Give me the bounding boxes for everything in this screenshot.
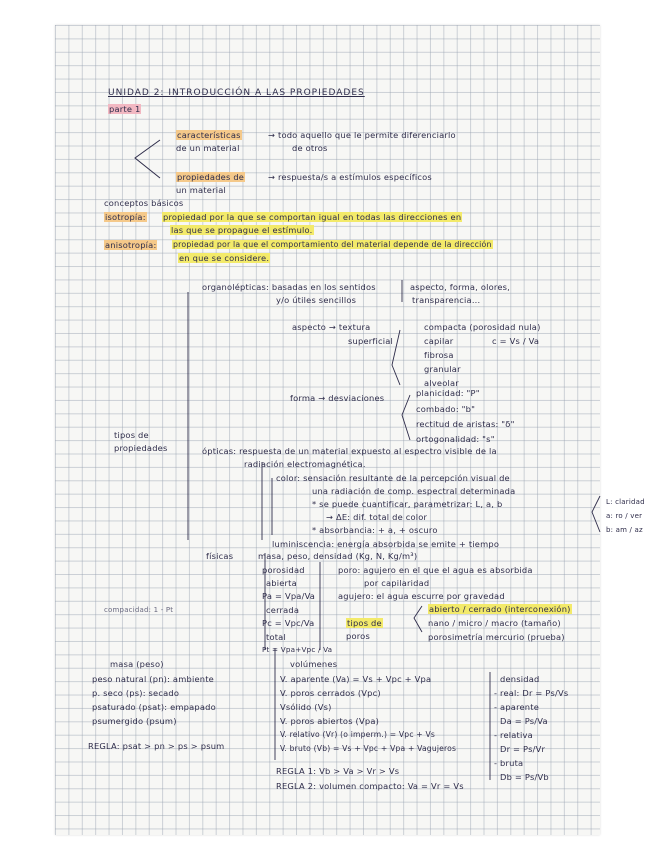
propiedades-term: propiedades de	[177, 172, 245, 182]
volumen-item: V. relativo (Vr) (o imperm.) = Vpc + Vs	[280, 730, 436, 739]
densidad-item: - bruta	[494, 758, 524, 768]
isotropia-definition-cont: las que se propague el estímulo.	[171, 225, 313, 235]
caracteristicas-definition-cont: de otros	[292, 143, 328, 153]
color-cuantificar: * se puede cuantificar, parametrizar: L, a, b	[312, 499, 503, 509]
organolepticas: organolépticas: basadas en los sentidos	[202, 282, 376, 292]
porosidad-total: total	[266, 632, 286, 642]
organolepticas-examples: aspecto, forma, olores,	[410, 282, 510, 292]
volumen-item: V. poros abiertos (Vpa)	[280, 716, 380, 726]
densidad-item: Da = Ps/Va	[500, 716, 548, 726]
densidad-item: Dr = Ps/Vr	[500, 744, 546, 754]
color-l-param: L: claridad	[606, 498, 645, 506]
opticas: ópticas: respuesta de un material expuesto al espectro visible de la	[202, 446, 497, 456]
agujero-definition: agujero: el agua escurre por gravedad	[338, 591, 505, 601]
caracteristicas-term: características	[177, 130, 241, 140]
color-b-param: b: am / az	[606, 526, 643, 534]
conceptos-heading: conceptos básicos	[104, 198, 184, 208]
propiedades-term-cont: un material	[176, 185, 226, 195]
poros-abierto-cerrado: abierto / cerrado (interconexión)	[429, 604, 571, 614]
propiedades-definition: → respuesta/s a estímulos específicos	[268, 172, 432, 182]
volumen-regla-2: REGLA 2: volumen compacto: Va = Vr = Vs	[276, 781, 464, 791]
page-title: UNIDAD 2: INTRODUCCIÓN A LAS PROPIEDADES	[108, 88, 365, 98]
tipos-label-cont: propiedades	[114, 443, 168, 453]
densidad-item: Db = Ps/Vb	[500, 772, 549, 782]
forma-planicidad: planicidad: "P"	[416, 388, 480, 398]
densidad-item: - relativa	[494, 730, 533, 740]
masa-item: p. seco (ps): secado	[92, 688, 180, 698]
textura-granular: granular	[424, 364, 461, 374]
organolepticas-cont: y/o útiles sencillos	[276, 295, 357, 305]
densidad-item: - aparente	[494, 702, 540, 712]
volumen-item: V. aparente (Va) = Vs + Vpc + Vpa	[280, 674, 432, 684]
color-definition-cont: una radiación de comp. espectral determinada	[312, 486, 516, 496]
porosidad-label: porosidad	[262, 565, 305, 575]
forma-ortogonalidad: ortogonalidad: "s"	[416, 434, 495, 444]
poros-tamano: nano / micro / macro (tamaño)	[428, 618, 561, 628]
porosidad-abierta: abierta	[266, 578, 297, 588]
masa-densidad-units: masa, peso, densidad (Kg, N, Kg/m³)	[258, 551, 418, 561]
densidad-heading: densidad	[500, 674, 540, 684]
textura-alveolar: alveolar	[424, 378, 459, 388]
volumen-heading: volúmenes	[290, 659, 338, 669]
tipos-label: tipos de	[114, 430, 149, 440]
poro-definition-cont: por capilaridad	[364, 578, 430, 588]
anisotropia-term: anisotropía:	[105, 240, 157, 250]
porosidad-pt-formula: Pt = Vpa+Vpc / Va	[262, 645, 333, 654]
masa-item: peso natural (pn): ambiente	[92, 674, 214, 684]
poros-word: poros	[346, 631, 370, 641]
isotropia-term: isotropía:	[105, 212, 146, 222]
poro-definition: poro: agujero en el que el agua es absorbida	[338, 565, 533, 575]
part-label: parte 1	[109, 104, 141, 114]
anisotropia-definition-cont: en que se considere.	[179, 253, 270, 263]
anisotropia-definition: propiedad por la que el comportamiento del material depende de la dirección	[173, 240, 492, 249]
masa-heading: masa (peso)	[110, 659, 164, 669]
masa-item: psumergido (psum)	[92, 716, 177, 726]
densidad-item: - real: Dr = Ps/Vs	[494, 688, 569, 698]
porosidad-cerrada: cerrada	[266, 605, 300, 615]
caracteristicas-term-cont: de un material	[176, 143, 240, 153]
textura-compacta: compacta (porosidad nula)	[424, 322, 541, 332]
caracteristicas-definition: → todo aquello que le permite diferenciarlo	[268, 130, 456, 140]
luminiscencia: luminiscencia: energía absorbida se emite + tiempo	[272, 539, 500, 549]
porosidad-pc-formula: Pc = Vpc/Va	[262, 618, 315, 628]
color-definition: color: sensación resultante de la percepción visual de	[276, 473, 510, 483]
superficial-label: superficial	[348, 336, 394, 346]
forma-rectitud: rectitud de aristas: "δ"	[416, 419, 515, 429]
porosidad-pa-formula: Pa = Vpa/Va	[262, 591, 316, 601]
forma-desviaciones: forma → desviaciones	[290, 393, 385, 403]
volumen-item: V. bruto (Vb) = Vs + Vpc + Vpa + Vagujeros	[280, 744, 457, 753]
capilar-formula: c = Vs / Va	[492, 336, 540, 346]
textura-capilar: capilar	[424, 336, 454, 346]
color-a-param: a: ro / ver	[606, 512, 643, 520]
textura-fibrosa: fibrosa	[424, 350, 454, 360]
opticas-cont: radiación electromagnética.	[244, 459, 366, 469]
forma-combado: combado: "b"	[416, 404, 476, 414]
masa-item: psaturado (psat): empapado	[92, 702, 216, 712]
organolepticas-examples-cont: transparencia...	[412, 295, 481, 305]
volumen-item: Vsólido (Vs)	[280, 702, 332, 712]
volumen-item: V. poros cerrados (Vpc)	[280, 688, 381, 698]
tipos-de-poros-label: tipos de	[347, 618, 382, 628]
isotropia-definition: propiedad por la que se comportan igual en todas las direcciones en	[163, 212, 462, 222]
volumen-regla-1: REGLA 1: Vb > Va > Vr > Vs	[276, 766, 400, 776]
color-delta-e: → ΔE: dif. total de color	[326, 512, 428, 522]
masa-regla: REGLA: psat > pn > ps > psum	[88, 741, 225, 751]
color-absorbancia: * absorbancia: + a, + oscuro	[312, 525, 438, 535]
aspecto-textura: aspecto → textura	[292, 322, 371, 332]
fisicas-label: físicas	[206, 551, 234, 561]
compacidad-note: compacidad: 1 - Pt	[104, 606, 174, 614]
porosimetria: porosimetría mercurio (prueba)	[428, 632, 565, 642]
